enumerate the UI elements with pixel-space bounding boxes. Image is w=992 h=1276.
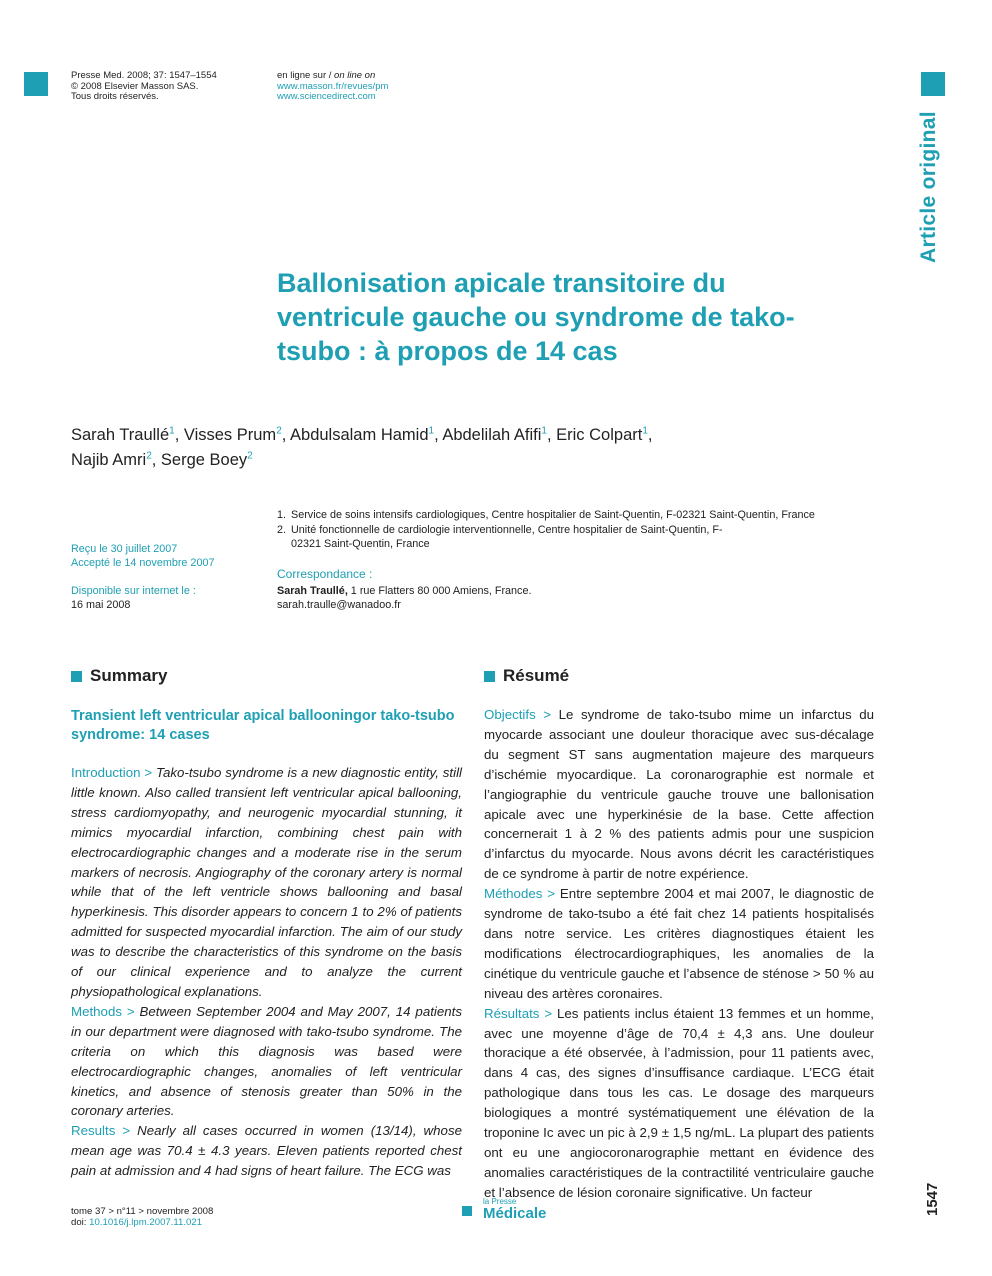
correspondence-email[interactable]: sarah.traulle@wanadoo.fr [277,599,401,611]
author: Abdelilah Afifi$^1$, [442,425,557,444]
resume-methodes: Méthodes > Entre septembre 2004 et mai 2007, le diagnostic de syndrome de tako-tsubo a été fait chez 14 patients hospitalisés dans notre service. Les critères diagnostiques étaient les modifications électrocardiographiques, les anomalies de la cinétique du ventricule gauche et l’absence de sténose > 50 % au niveau des artères coronaires. [484,886,874,1001]
logo-big-text: Médicale [483,1205,547,1222]
journal-citation-block [71,71,217,103]
available-label: Disponible sur internet le : [71,585,196,597]
doi-link[interactable]: 10.1016/j.lpm.2007.11.021 [89,1216,203,1228]
correspondence-label: Correspondance : [277,567,373,581]
summary-heading: Summary [71,666,167,686]
citation: Presse Med. 2008; 37: 1547–1554 [71,70,217,81]
resume-text [484,705,874,1203]
footer-issue-block [71,1207,213,1228]
copyright: © 2008 Elsevier Masson SAS. [71,80,199,92]
author: Visses Prum$^2$, [183,425,291,444]
accepted-date: Accepté le 14 novembre 2007 [71,556,215,569]
logo-small-text: la Presse [483,1197,517,1206]
doi-line: doi: 10.1016/j.lpm.2007.11.021 [71,1216,203,1228]
affiliation: 1. Service de soins intensifs cardiologiques, Centre hospitalier de Saint-Quentin, F-02321 Saint-Quentin, France [277,509,815,521]
author: Abdulsalam Hamid$^1$, [290,425,443,444]
corner-square-left [24,72,48,96]
author-list [71,420,711,471]
corner-square-right [921,72,945,96]
correspondence-block [277,567,531,612]
rights: Tous droits réservés. [71,91,159,102]
summary-results: Results > Nearly all cases occurred in women (13/14), whose mean age was 70.4 ± 4.3 years. Eleven patients reported chest pain at admission and 4 had signs of heart failure. The ECG was [71,1123,462,1179]
article-title: Ballonisation apicale transitoire du ventricule gauche ou syndrome de tako-tsubo : à propos de 14 cas [277,268,795,366]
issue-info: tome 37 > n°11 > novembre 2008 [71,1206,214,1217]
heading-bullet [71,671,82,682]
affiliation: 2. Unité fonctionnelle de cardiologie interventionnelle, Centre hospitalier de Saint-Quentin, F-02321 Saint-Quentin, France [277,523,723,550]
journal-logo [462,1196,546,1220]
online-block [277,71,388,103]
resume-heading: Résumé [484,666,569,686]
resume-objectifs: Objectifs > Le syndrome de tako-tsubo mime un infarctus du myocarde associant une douleur thoracique avec sus-décalage du segment ST sans augmentation majeure des marqueurs d’ischémie myocardique. La coronarographie est normale et l’angiographie du ventricule gauche trouve une ballonisation apicale avec une hyperkinésie de la base. Cette affection concernerait 1 à 2 % des patients admis pour une suspicion d’infarctus du myocarde. Nous avons décrit les caractéristiques de ce syndrome à partir de notre expérience. [484,707,874,882]
summary-text [71,763,462,1181]
dates-block [71,543,214,612]
page-number: 1547 [924,1182,941,1216]
author: Eric Colpart$^1$, [556,425,653,444]
logo-square-icon [462,1206,472,1216]
heading-bullet [484,671,495,682]
received-date: Reçu le 30 juillet 2007 [71,543,178,555]
summary-introduction: Introduction > Tako-tsubo syndrome is a new diagnostic entity, still little known. Also called transient left ventricular apical ballooning, stress cardiomyopathy, and neurogenic myocardial stunning, it mimics myocardial infarction, combining chest pain with electrocardiographic changes and a moderate rise in the serum markers of necrosis. Angiography of the coronary artery is normal while that of the left ventricle shows ballooning and basal hyperkinesis. This disorder appears to concern 1 to 2% of patients admitted for suspected myocardial infarction. The aim of our study was to describe the characteristics of this syndrome on the basis of our clinical experience and to analyze the current physiopathological explanations. [71,765,462,999]
author: Najib Amri$^2$, [71,450,161,469]
summary-methods: Methods > Between September 2004 and May 2007, 14 patients in our department were diagnosed with tako-tsubo syndrome. The criteria on which this diagnosis was based were electrocardiographic changes, anomalies of left ventricular kinetics, and absence of stenosis greater than 50% in the coronary arteries. [71,1003,462,1119]
online-line: en ligne sur / on line on [277,70,376,81]
english-title: Transient left ventricular apical ballooningor tako-tsubo syndrome: 14 cases [71,708,455,743]
resume-resultats: Résultats > Les patients inclus étaient 13 femmes et un homme, avec une moyenne d’âge de 70,4 ± 4,3 ans. Une douleur thoracique a été observée, à l’admission, pour 11 patients avec, dans 4 cas, des signes d’insuffisance cardiaque. L’ECG était pathologique dans tous les cas. Le dosage des marqueurs biologiques a montré systématiquement une élévation de la troponine Ic avec un pic à 2,9 ± 1,5 ng/mL. La plupart des patients ont eu une angiocoronarographie mettant en évidence des anomalies caractéristiques de la contractilité ventriculaire gauche et l’absence de lésion coronaire significative. Un facteur [484,1005,875,1200]
affiliations [277,508,897,552]
author: Serge Boey$^2$ [160,450,253,469]
article-type-label: Article original [917,111,940,263]
url-sciencedirect-link[interactable]: www.sciencedirect.com [277,91,376,102]
correspondence-address: Sarah Traullé, 1 rue Flatters 80 000 Amiens, France. [277,585,532,597]
author: Sarah Traullé$^1$, [71,425,184,444]
available-date: 16 mai 2008 [71,598,131,611]
url-masson-link[interactable]: www.masson.fr/revues/pm [277,80,389,92]
